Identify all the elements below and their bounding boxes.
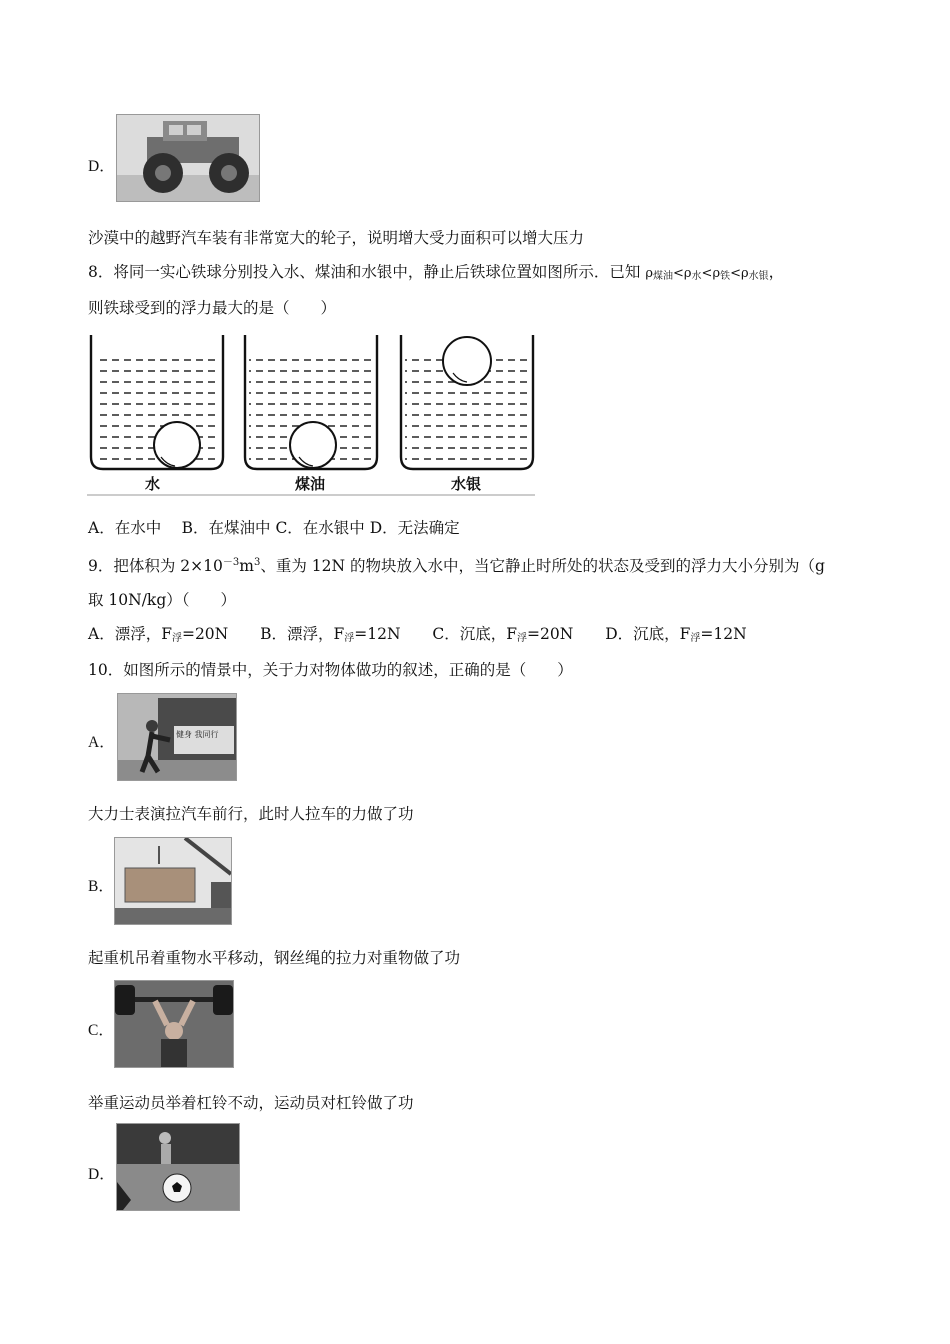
q8-options: A．在水中 B．在煤油中 C．在水银中 D．无法确定 [88, 519, 460, 537]
q10-option-a-label: A． [88, 734, 115, 751]
q10-option-c-label: C． [88, 1022, 114, 1039]
q10-option-b-caption: 起重机吊着重物水平移动，钢丝绳的拉力对重物做了功 [88, 949, 461, 967]
weightlifter-image [114, 980, 234, 1068]
q10-option-d-label: D． [88, 1166, 115, 1183]
q8-stem-line2: 则铁球受到的浮力最大的是（ ） [88, 299, 337, 317]
beaker-label-kerosene: 煤油 [295, 475, 326, 493]
q8-stem-line1: 8．将同一实心铁球分别投入水、煤油和水银中，静止后铁球位置如图所示．已知 $\rho_{煤油}<\rho_水<\rho_铁<\rho_{水银}$， [88, 263, 785, 282]
beaker-label-mercury: 水银 [451, 475, 482, 493]
q9-stem-line1: 9．把体积为 $2\times 10^{-3}m^3$、重为 12N 的物块放入水中，当它静止时所处的状态及受到的浮力大小分别为（g [88, 557, 825, 575]
q10-option-b-label: B． [88, 878, 114, 895]
q9-options: A．漂浮，$F_浮=20N$ B．漂浮，$F_浮=12N$ C．沉底，$F_浮=20N$ D．沉底，$F_浮=12N$ [88, 625, 747, 644]
monster-truck-image [116, 114, 260, 202]
q10-stem: 10．如图所示的情景中，关于力对物体做功的叙述，正确的是（ ） [88, 661, 573, 679]
q7-option-d-label: D． [88, 158, 115, 175]
q10-option-c-caption: 举重运动员举着杠铃不动，运动员对杠铃做了功 [88, 1094, 414, 1112]
q7-option-d-caption: 沙漠中的越野汽车装有非常宽大的轮子，说明增大受力面积可以增大压力 [88, 229, 585, 247]
strongman-truck-image [117, 693, 237, 781]
q8-beakers-figure [87, 333, 535, 497]
q9-stem-line2: 取 10N/kg）（ ） [88, 591, 236, 609]
q10-option-a-caption: 大力士表演拉汽车前行，此时人拉车的力做了功 [88, 805, 414, 823]
beaker-label-water: 水 [145, 475, 161, 493]
truck-banner-text: 健身 我同行 [176, 730, 219, 739]
soccer-ball-image [116, 1123, 240, 1211]
crane-lifting-image [114, 837, 232, 925]
